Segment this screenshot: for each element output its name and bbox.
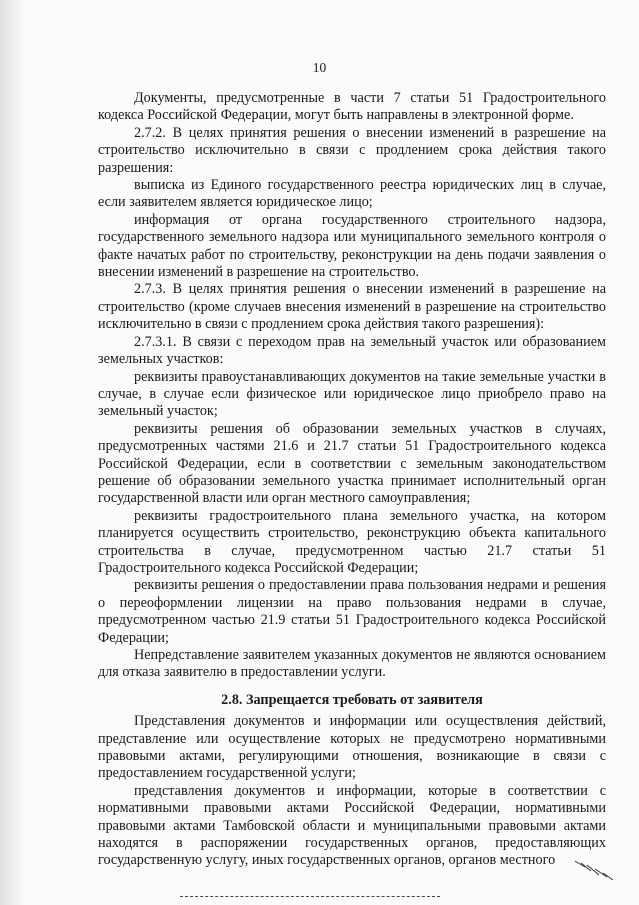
paragraph: реквизиты решения о предоставлении права пользования недрами и решения о переоформлении лицензии на право пользования недрами в случае, предусмотренном частью 21.9 статьи 51 Градостроительного кодекса Российской Федерации;	[98, 577, 606, 646]
footer-dashed-line	[180, 896, 440, 897]
paragraph: 2.7.3.1. В связи с переходом прав на земельный участок или образованием земельных участков:	[98, 333, 606, 368]
paragraph: Непредставление заявителем указанных документов не являются основанием для отказа заявителю в предоставлении услуги.	[98, 647, 606, 681]
paragraph: 2.7.3. В целях принятия решения о внесении изменений в разрешение на строительство (кроме случаев внесения изменений в разрешение на строительство исключительно в связи с продлением срока действия такого разрешения):	[98, 281, 606, 333]
document-body	[98, 90, 606, 870]
signature-mark	[573, 853, 617, 883]
paragraph: реквизиты правоустанавливающих документов на такие земельные участки в случае, в случае если физическое или юридическое лицо приобрело право на земельный участок;	[98, 368, 606, 420]
section-heading: 2.8. Запрещается требовать от заявителя	[221, 691, 483, 708]
page-number: 10	[312, 60, 327, 75]
paragraph: реквизиты градостроительного плана земельного участка, на котором планируется осуществить строительство, реконструкцию объекта капитального строительства в случае, предусмотренном частью 21.7 статьи 51 Градостроительного кодекса Российской Федерации;	[98, 507, 606, 576]
scan-edge-shadow	[0, 0, 26, 905]
paragraph: 2.7.2. В целях принятия решения о внесении изменений в разрешение на строительство исключительно в связи с продлением срока действия такого разрешения:	[98, 124, 606, 176]
paragraph: Документы, предусмотренные в части 7 статьи 51 Градостроительного кодекса Российской Федерации, могут быть направлены в электронной форме.	[98, 90, 606, 124]
paragraph: представления документов и информации, которые в соответствии с нормативными правовыми актами Российской Федерации, нормативными правовыми актами Тамбовской области и муниципальными правовыми актами находятся в распоряжении государственных органов, предоставляющих государственную услугу, иных государственных органов, органов местного	[98, 782, 606, 869]
paragraph: Представления документов и информации или осуществления действий, представление или осуществление которых не предусмотрено нормативными правовыми актами, регулирующими отношения, возникающие в связи с предоставлением государственной услуги;	[98, 713, 606, 782]
paragraph: выписка из Единого государственного реестра юридических лиц в случае, если заявителем является юридическое лицо;	[98, 177, 606, 211]
paragraph: информация от органа государственного строительного надзора, государственного земельного надзора или муниципального земельного контроля о факте начатых работ по строительству, реконструкции на день подачи заявления о внесении изменений в разрешение на строительство.	[98, 211, 606, 281]
paragraph: реквизиты решения об образовании земельных участков в случаях, предусмотренных частями 21.6 и 21.7 статьи 51 Градостроительного кодекса Российской Федерации, если в соответствии с земельным законодательством решение об образовании земельного участка принимает исполнительный орган государственной власти или орган местного самоуправления;	[98, 420, 606, 507]
